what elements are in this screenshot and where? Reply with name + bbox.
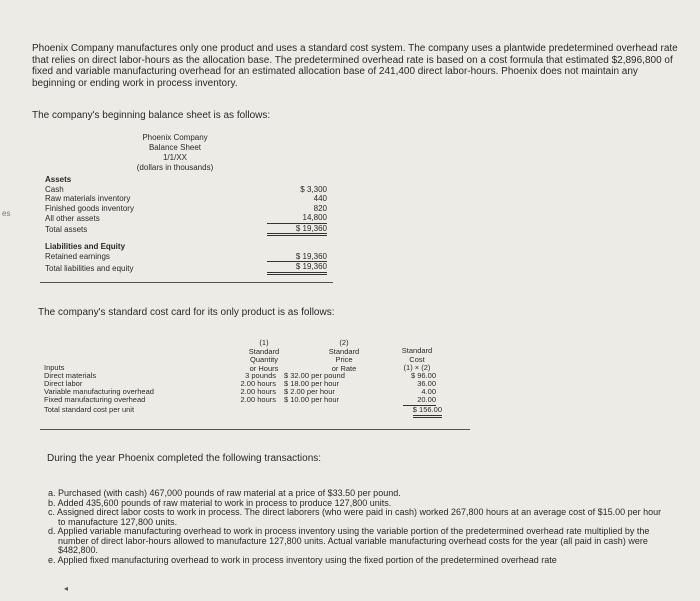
table-row: Cash $ 3,300	[45, 184, 327, 194]
cost-column-header: Standard Cost (1) × (2)	[401, 346, 433, 372]
list-item: a. Purchased (with cash) 467,000 pounds of raw material at a price of $33.50 per pound.	[48, 488, 401, 498]
statement-title: Balance Sheet	[148, 143, 202, 152]
intro-paragraph: Phoenix Company manufactures only one product and uses a standard cost system. The company uses a plantwide predetermined overhead rate that relies on direct labor-hours as the allocation base. The predetermined overhead rate is based on a cost formula that estimated $2,896,800 of fixed and variable manufacturing overhead for an estimated allocation base of 241,400 direct labor-hours. Phoenix does not maintain any beginning or ending work in process inventory.	[32, 43, 678, 89]
statement-date: 1/1/XX	[162, 153, 187, 162]
statement-units: (dollars in thousands)	[136, 163, 214, 172]
balance-sheet-header	[120, 133, 230, 173]
table-row: Raw materials inventory 440	[45, 194, 327, 203]
list-item: d. Applied variable manufacturing overhead to work in process inventory using the variable portion of the predetermined overhead rate multiplied by the number of direct labor-hours allowed to manufacture 127,800 units. Actual variable manufacturing overhead costs for the year (all paid in cash) were $482,800.	[48, 526, 650, 555]
table-row: Retained earnings $ 19,360	[45, 251, 327, 261]
side-tab-label[interactable]: es	[2, 209, 11, 218]
transaction-list	[48, 489, 668, 565]
transactions-intro: During the year Phoenix completed the following transactions:	[47, 453, 322, 464]
liabilities-heading: Liabilities and Equity	[45, 242, 126, 251]
table-row: Finished goods inventory 820	[45, 203, 327, 213]
total-cost-row: Total standard cost per unit $ 156.00	[44, 406, 470, 415]
standard-cost-divider	[40, 429, 470, 430]
table-row: Direct materials 3 pounds $ 32.00 per pound $ 96.00	[44, 371, 436, 380]
balance-sheet-intro: The company's beginning balance sheet is as follows:	[32, 110, 271, 121]
table-row: Variable manufacturing overhead 2.00 hours $ 2.00 per hour 4.00	[44, 387, 436, 396]
assets-heading: Assets	[45, 175, 72, 184]
standard-cost-intro: The company's standard cost card for its only product is as follows:	[38, 307, 335, 318]
quantity-column-header: (1) Standard Quantity or Hours	[248, 338, 280, 373]
scroll-left-icon[interactable]: ◂	[64, 584, 69, 593]
total-assets-row: Total assets $ 19,360	[45, 223, 327, 234]
balance-sheet-divider	[40, 282, 333, 283]
balance-sheet-table	[45, 175, 327, 275]
table-row: Direct labor 2.00 hours $ 18.00 per hour 36.00	[44, 379, 436, 388]
company-name: Phoenix Company	[142, 133, 208, 142]
list-item: c. Assigned direct labor costs to work in process. The direct laborers (who were paid in cash) worked 267,800 hours at an average cost of $15.00 per hour to manufacture 127,800 units.	[48, 507, 662, 527]
list-item: b. Added 435,600 pounds of raw material to work in process to produce 127,800 units.	[48, 497, 392, 508]
list-item: e. Applied fixed manufacturing overhead to work in process inventory using the fixed portion of the predetermined overhead rate	[48, 554, 557, 565]
inputs-label: Inputs	[44, 363, 65, 372]
table-row: Fixed manufacturing overhead 2.00 hours $ 10.00 per hour 20.00	[44, 395, 436, 404]
table-row: All other assets 14,800	[45, 213, 327, 223]
total-liabilities-row: Total liabilities and equity $ 19,360	[45, 262, 327, 273]
price-column-header: (2) Standard Price or Rate	[328, 338, 360, 373]
